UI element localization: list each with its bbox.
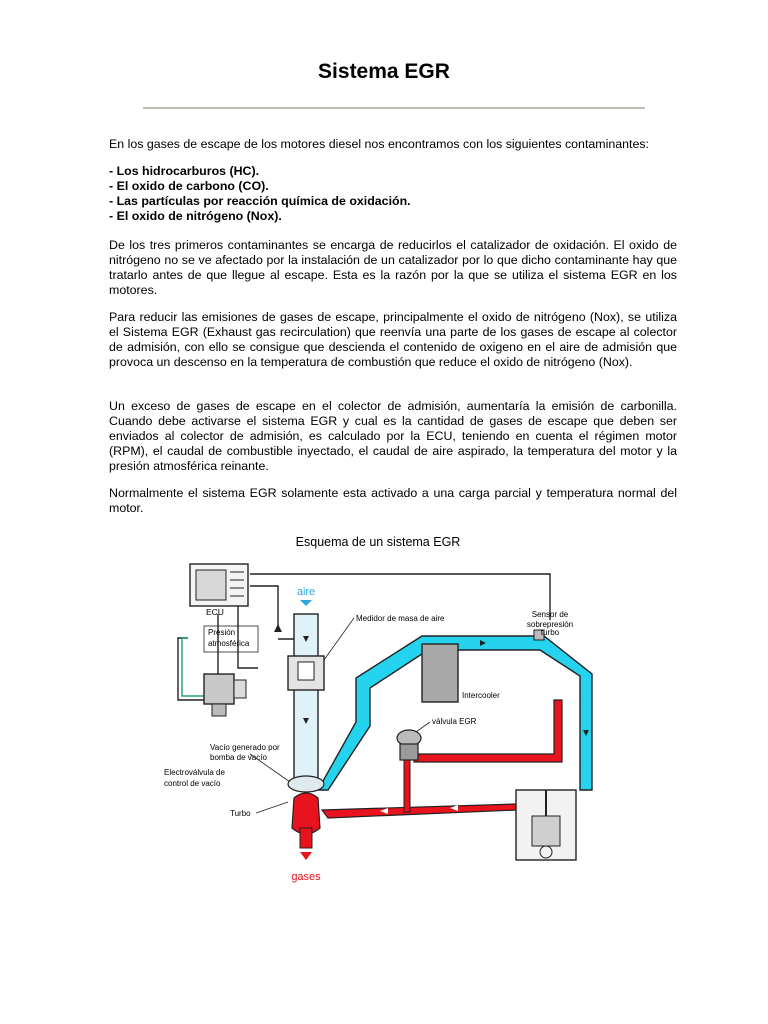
sensor-label-2: sobrepresión: [526, 620, 574, 629]
paragraph-activation: Normalmente el sistema EGR solamente esta activado a una carga parcial y temperatura normal del motor.: [109, 486, 677, 515]
arrow-icon: [274, 624, 282, 632]
ecu-box: [190, 564, 248, 606]
paragraph-ecu-control: Un exceso de gases de escape en el colector de admisión, aumentaría la emisión de carbonilla. Cuando debe activarse el sistema EGR y cual es la cantidad de gases de escape que deben ser enviados al colector de admisión, es calculado por la ECU, teniendo en cuenta el régimen motor (RPM), el caudal de combustible inyectado, el caudal de aire aspirado, la temperatura del motor y la presión atmosférica reinante.: [109, 399, 677, 473]
valvula-egr: [397, 730, 421, 760]
aire-label: aire: [296, 586, 316, 598]
electro-label-2: control de vacío: [164, 779, 221, 788]
turbocharger: [288, 776, 324, 860]
air-arrow-icon: [300, 600, 312, 606]
valvula-label: válvula EGR: [432, 717, 477, 726]
diagram-title: Esquema de un sistema EGR: [295, 535, 461, 549]
electrovalvula: [204, 674, 246, 716]
medidor-label: Medidor de masa de aire: [356, 614, 445, 623]
title-divider: [143, 107, 645, 109]
presion-label-1: Presión: [208, 628, 236, 637]
ecu-label: ECU: [206, 607, 224, 617]
pollutant-item: - Las partículas por reacción química de oxidación.: [109, 194, 411, 208]
turbo-label: Turbo: [230, 809, 251, 818]
sensor-label-1: Sensor de: [531, 610, 569, 619]
intro-paragraph: En los gases de escape de los motores diesel nos encontramos con los siguientes contaminantes:: [109, 137, 649, 151]
pollutant-list: [109, 164, 411, 224]
engine-block: [516, 790, 576, 860]
paragraph-egr-purpose: Para reducir las emisiones de gases de escape, principalmente el oxido de nitrógeno (Nox), se utiliza el Sistema EGR (Exhaust gas recirculation) que reenvía una parte de los gases de escape al colector de admisión, con ello se consigue que descienda el contenido de oxigeno en el aire de admisión que provoca un descenso en la temperatura de combustión que reduce el oxido de nitrógeno (Nox).: [109, 310, 677, 369]
pollutant-item: - El oxido de nitrógeno (Nox).: [109, 209, 282, 223]
intercooler-label: Intercooler: [462, 691, 500, 700]
vacuum-hose: [182, 638, 204, 696]
presion-label-2: atmosférica: [208, 639, 250, 648]
pollutant-item: - Los hidrocarburos (HC).: [109, 164, 260, 178]
pollutant-item: - El oxido de carbono (CO).: [109, 179, 269, 193]
vacio-label-2: bomba de vacío: [210, 753, 267, 762]
egr-diagram: [160, 528, 600, 888]
gases-label: gases: [291, 871, 321, 883]
paragraph-catalyst: De los tres primeros contaminantes se encarga de reducirlos el catalizador de oxidación. El oxido de nitrógeno no se ve afectado por la instalación de un catalizador por lo que dicho contaminante hay que tratarlo antes de que llegue al escape. Esta es la razón por la que se utiliza el sistema EGR en los motores.: [109, 238, 677, 297]
sensor-label-3: turbo: [540, 628, 560, 637]
vacio-label-1: Vacío generado por: [210, 743, 280, 752]
air-intake-column: [288, 614, 324, 778]
intercooler: [422, 644, 458, 702]
electro-label-1: Electroválvula de: [164, 768, 225, 777]
page-title: Sistema EGR: [318, 60, 450, 83]
